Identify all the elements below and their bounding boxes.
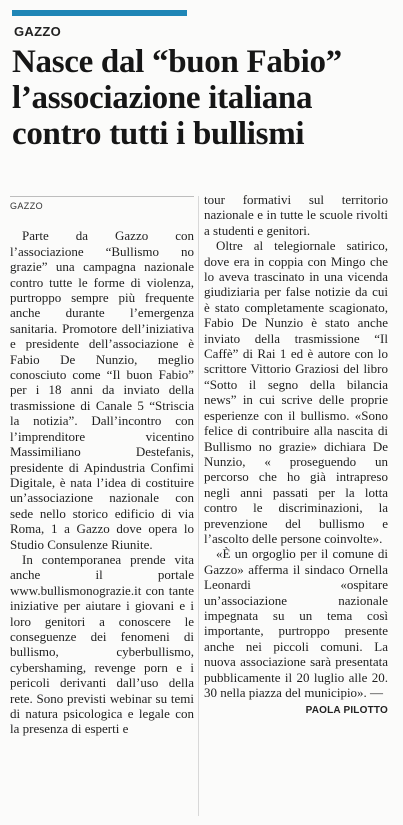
paragraph: In contemporanea prende vita anche il portale www.bullismonograzie.it con tante iniziative per aiutare i giovani e i loro genitori a conoscere le conseguenze dei fenomeni di bullismo, cyberbullismo, cybershaming, revenge porn e i pericoli derivanti dall’uso della rete. Sono previsti webinar su temi di natura psicologica e legale con la presenza di esperti e	[10, 551, 194, 737]
paragraph: tour formativi sul territorio nazionale e in tutte le scuole rivolti a studenti e genitori.	[204, 192, 388, 238]
section-kicker: GAZZO	[14, 24, 61, 39]
paragraph: Parte da Gazzo con l’associazione “Bullismo no grazie” una campagna nazionale contro tutte le forme di violenza, purtroppo sempre più frequente anche durante l’emergenza sanitaria. Promotore dell’iniziativa e presidente dell’associazione è Fabio De Nunzio, meglio conosciuto come “Il buon Fabio” per i 18 anni da inviato della trasmissione di Canale 5 “Striscia la notizia”. Dall’incontro con l’imprenditore vicentino Massimiliano Destefanis, presidente di Apindustria Confimi Digitale, è nata l’idea di costituire un’associazione nazionale con sede nello storico edificio di via Roma, 1 a Gazzo dove opera lo Studio Consulenze Riunite.	[10, 228, 194, 552]
headline-line-2: l’associazione italiana	[12, 80, 313, 116]
paragraph: Oltre al telegiornale satirico, dove era in coppia con Mingo che lo aveva trascinato in una vicenda giudiziaria per false notizie da cui è stato completamente scagionato, Fabio De Nunzio è stato anche inviato della trasmissione “Il Caffè” di Rai 1 ed è autore con lo scrittore Vittorio Graziosi del libro “Sotto il segno della bilancia news” in cui scrive delle proprie esperienze con il bullismo. «Sono felice di contribuire alla nascita di Bullismo no grazie» dichiara De Nunzio, « proseguendo un percorso che ho già intrapreso negli anni passati per la lotta contro le discriminazioni, la prevenzione del bullismo e l’ascolto delle persone coinvolte».	[204, 238, 388, 546]
article-column-left	[10, 196, 194, 737]
column-divider	[198, 196, 199, 816]
article-column-right	[204, 192, 388, 719]
headline-line-1: Nasce dal “buon Fabio”	[12, 44, 342, 80]
dateline: GAZZO	[10, 196, 194, 214]
section-accent-bar	[12, 10, 187, 16]
article-body	[10, 192, 395, 816]
byline: PAOLA PILOTTO	[305, 705, 388, 717]
headline-line-3: contro tutti i bullismi	[12, 116, 305, 152]
article-headline	[12, 44, 397, 152]
paragraph: «È un orgoglio per il comune di Gazzo» afferma il sindaco Ornella Leonardi «ospitare un’associazione nazionale impegnata su un tema così importante, purtroppo presente anche nei piccoli comuni. La nuova associazione sarà presentata pubblicamente il 20 luglio alle 20. 30 nella piazza del municipio». —	[204, 546, 388, 700]
